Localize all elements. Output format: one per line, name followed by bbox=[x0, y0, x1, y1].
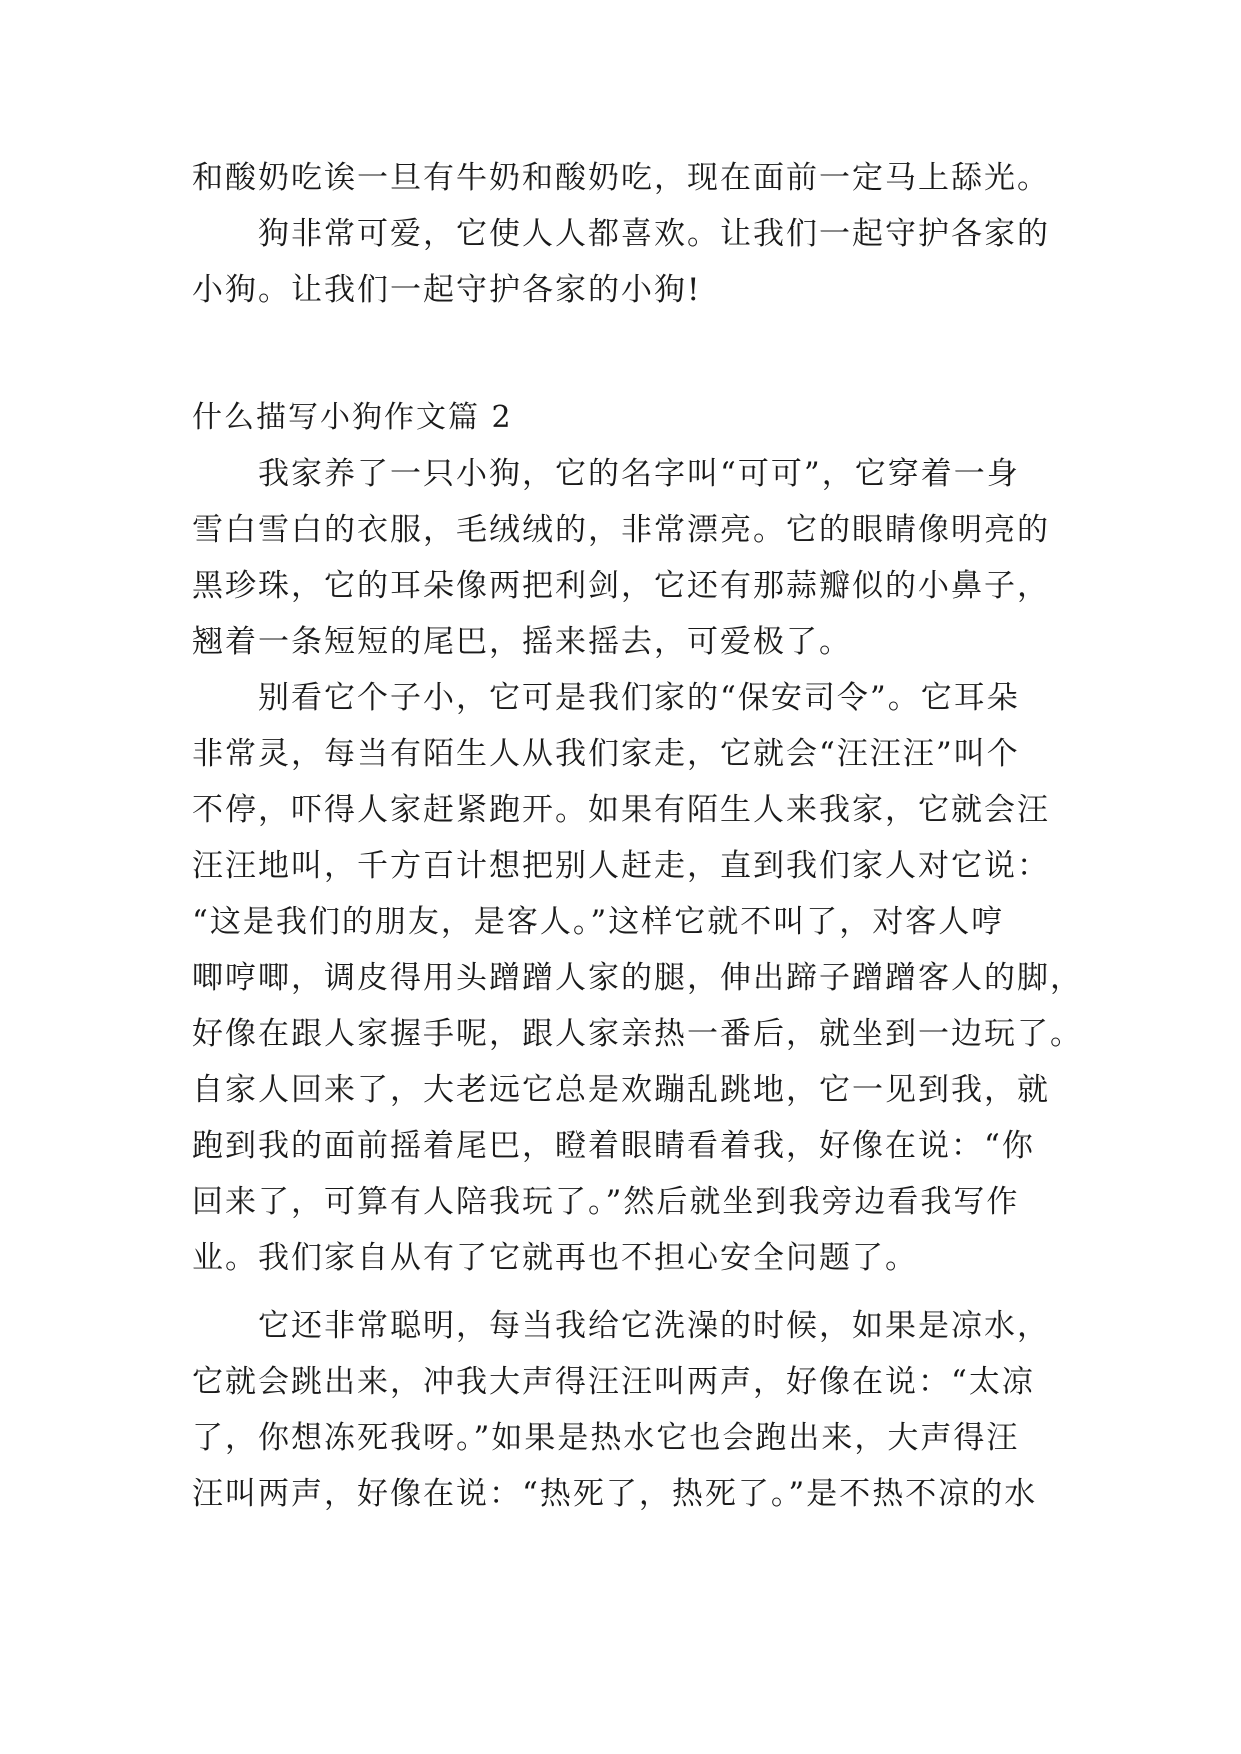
text-line: 唧哼唧，调皮得用头蹭蹭人家的腿，伸出蹄子蹭蹭客人的脚， bbox=[192, 960, 1083, 996]
text-line: 它还非常聪明，每当我给它洗澡的时候，如果是凉水， bbox=[258, 1308, 1050, 1344]
text-line: 不停，吓得人家赶紧跑开。如果有陌生人来我家，它就会汪 bbox=[192, 792, 1050, 828]
text-line: 自家人回来了，大老远它总是欢蹦乱跳地，它一见到我，就 bbox=[192, 1072, 1050, 1108]
text-line: 业。我们家自从有了它就再也不担心安全问题了。 bbox=[192, 1240, 918, 1276]
text-line: “这是我们的朋友，是客人。”这样它就不叫了，对客人哼 bbox=[192, 904, 1005, 940]
paragraph-1 bbox=[192, 446, 1072, 670]
text-line: 回来了，可算有人陪我玩了。”然后就坐到我旁边看我写作 bbox=[192, 1184, 1020, 1220]
text-line: 我家养了一只小狗，它的名字叫“可可”，它穿着一身 bbox=[258, 456, 1020, 492]
paragraph-3 bbox=[192, 1298, 1072, 1522]
section-title: 什么描写小狗作文篇 2 bbox=[192, 400, 513, 435]
intro-block bbox=[192, 150, 1072, 318]
paragraph-spacer bbox=[192, 1286, 1072, 1298]
text-line: 了，你想冻死我呀。”如果是热水它也会跑出来，大声得汪 bbox=[192, 1420, 1020, 1456]
section-spacer bbox=[192, 318, 1072, 390]
text-line: 它就会跳出来，冲我大声得汪汪叫两声，好像在说：“太凉 bbox=[192, 1364, 1035, 1400]
document-page bbox=[192, 150, 1083, 1522]
paragraph-2 bbox=[192, 670, 1083, 1286]
text-line: 汪汪地叫，千方百计想把别人赶走，直到我们家人对它说： bbox=[192, 848, 1050, 884]
text-line: 好像在跟人家握手呢，跟人家亲热一番后，就坐到一边玩了。 bbox=[192, 1016, 1083, 1052]
text-line: 和酸奶吃诶一旦有牛奶和酸奶吃，现在面前一定马上舔光。 bbox=[192, 160, 1050, 196]
text-line: 翘着一条短短的尾巴，摇来摇去，可爱极了。 bbox=[192, 624, 852, 660]
text-line: 跑到我的面前摇着尾巴，瞪着眼睛看着我，好像在说：“你 bbox=[192, 1128, 1035, 1164]
text-line: 别看它个子小，它可是我们家的“保安司令”。它耳朵 bbox=[258, 680, 1020, 716]
text-line: 雪白雪白的衣服，毛绒绒的，非常漂亮。它的眼睛像明亮的 bbox=[192, 512, 1050, 548]
text-line: 汪叫两声，好像在说：“热死了，热死了。”是不热不凉的水 bbox=[192, 1476, 1038, 1512]
text-line: 狗非常可爱，它使人人都喜欢。让我们一起守护各家的 bbox=[258, 216, 1050, 252]
text-line: 黑珍珠，它的耳朵像两把利剑，它还有那蒜瓣似的小鼻子， bbox=[192, 568, 1050, 604]
text-line: 非常灵，每当有陌生人从我们家走，它就会“汪汪汪”叫个 bbox=[192, 736, 1020, 772]
text-line: 小狗。让我们一起守护各家的小狗! bbox=[192, 272, 702, 308]
